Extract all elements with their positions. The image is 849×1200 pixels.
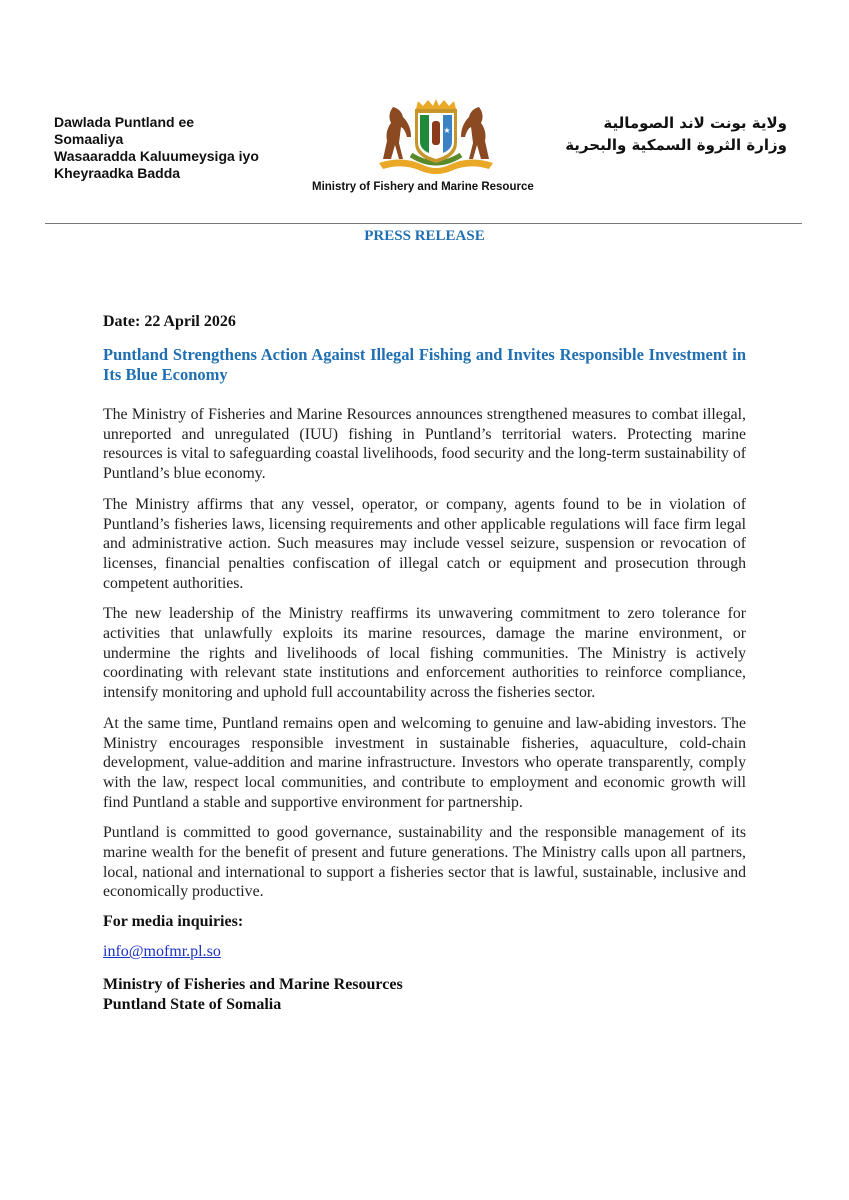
header-left-line: Dawlada Puntland ee [54, 114, 195, 130]
header-right-arabic [565, 112, 787, 156]
header-left-somali [54, 114, 259, 182]
logo-caption: Ministry of Fishery and Marine Resource [312, 181, 534, 193]
press-release-body [103, 313, 746, 1015]
header-right-line: ولاية بونت لاند الصومالية [603, 114, 787, 132]
header-left-line: Wasaaradda Kaluumeysiga iyo [54, 148, 259, 164]
release-date: Date: 22 April 2026 [103, 313, 236, 330]
contact-email-link[interactable]: info@mofmr.pl.so [103, 943, 221, 961]
paragraph: The Ministry affirms that any vessel, operator, or company, agents found to be in violation of Puntland’s fisheries laws, licensing requirements and other applicable regulations will face firm legal and administrative action. Such measures may include vessel seizure, suspension or revocation of licenses, financial penalties confiscation of illegal catch or equipment and prosecution through competent authorities. [103, 495, 746, 592]
paragraph: The new leadership of the Ministry reaffirms its unwavering commitment to zero tolerance for activities that unlawfully exploits its marine resources, damage the marine environment, or undermine the rights and livelihoods of local fishing communities. The Ministry is actively coordinating with relevant state institutions and enforcement authorities to reinforce compliance, intensify monitoring and uphold full accountability across the fisheries sector. [103, 605, 746, 702]
header-divider [45, 223, 802, 224]
press-release-label: PRESS RELEASE [364, 228, 485, 244]
header-left-line: Somaaliya [54, 131, 124, 147]
paragraph: At the same time, Puntland remains open and welcoming to genuine and law-abiding investors. The Ministry encourages responsible investment in sustainable fisheries, aquaculture, cold-chain development, value-addition and marine infrastructure. Investors who operate transparently, comply with the law, respect local communities, and contribute to employment and economic growth will find Puntland a stable and supportive environment for partnership. [103, 714, 746, 811]
header-right-line: وزارة الثروة السمكية والبحرية [565, 136, 787, 154]
header-left-line: Kheyraadka Badda [54, 165, 181, 181]
svg-text:★: ★ [443, 126, 451, 135]
headline: Puntland Strengthens Action Against Illegal Fishing and Invites Responsible Investment in Its Blue Economy [103, 345, 746, 384]
paragraph: The Ministry of Fisheries and Marine Resources announces strengthened measures to combat illegal, unreported and unregulated (IUU) fishing in Puntland’s territorial waters. Protecting marine resources is vital to safeguarding coastal livelihoods, food security and the long-term sustainability of Puntland’s blue economy. [103, 406, 746, 483]
media-inquiries-label: For media inquiries: [103, 913, 244, 931]
paragraph: Puntland is committed to good governance, sustainability and the responsible management of its marine wealth for the benefit of present and future generations. The Ministry calls upon all partners, local, national and international to support a fisheries sector that is lawful, sustainable, inclusive and economically productive. [103, 824, 746, 901]
coat-of-arms-logo [373, 97, 499, 179]
signature-state: Puntland State of Somalia [103, 996, 282, 1014]
signature-ministry: Ministry of Fisheries and Marine Resources [103, 976, 403, 994]
